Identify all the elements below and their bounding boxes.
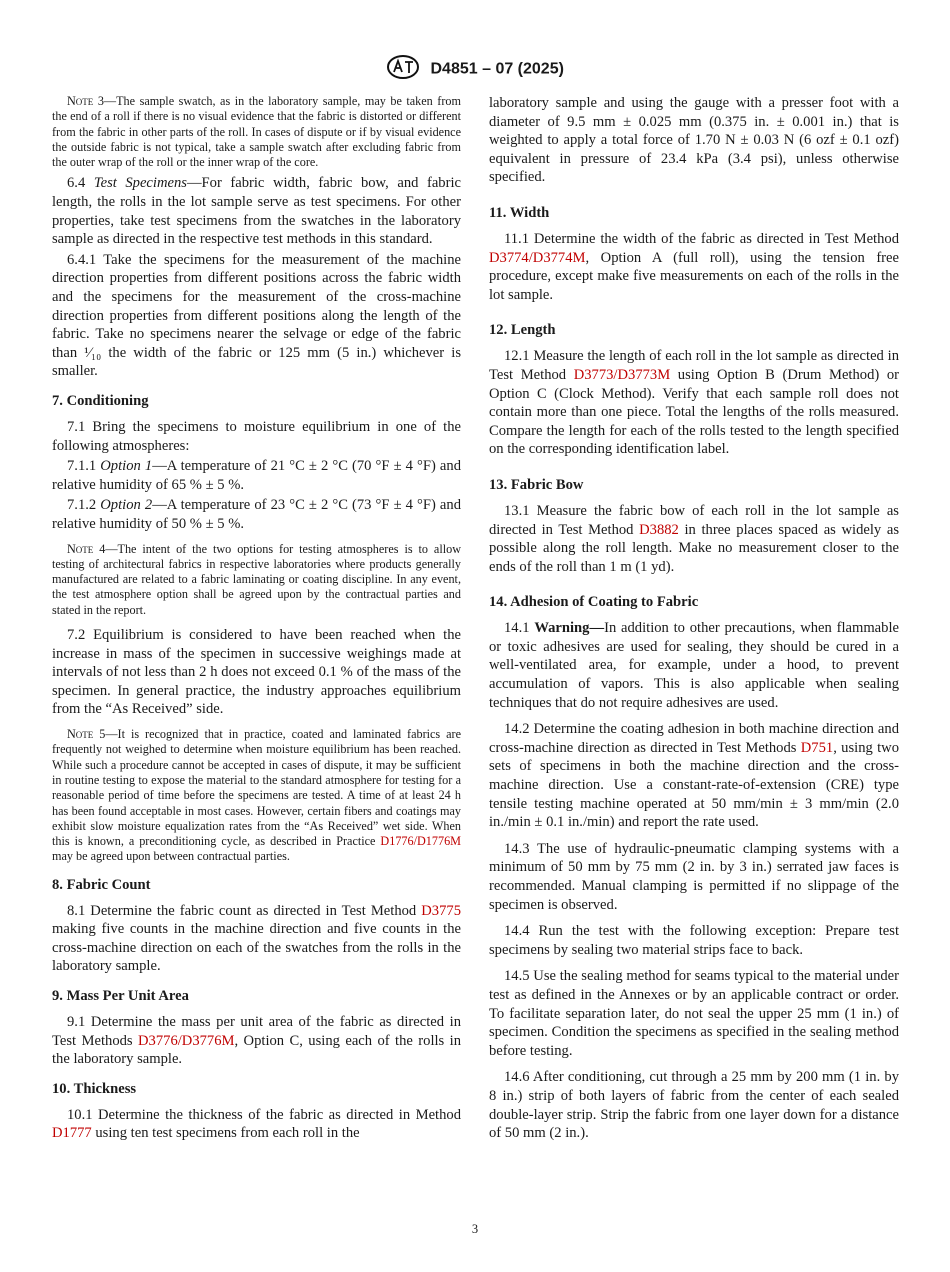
section-6-4-1: 6.4.1 Take the specimens for the measurement of the machine direction properties from different positions across the fabric width and the specimens for the measurement of the cross-machine direction properties from different positions along the length of the fabric. Take no specimens nearer the selvage or edge of the fabric than ¹⁄₁₀ the width of the fabric or 125 mm (5 in.) whichever is smaller.	[52, 251, 461, 380]
page-number: 3	[471, 1222, 479, 1236]
section-14-5: 14.5 Use the sealing method for seams typical to the material under test as defined in the Annexes or by an applicable contract or order. To facilitate separation later, do not seal the upper 25 mm (1 in.) of specimen. Condition the specimens as specified in the sealing method before testing.	[489, 968, 899, 1059]
heading-width: 11. Width	[489, 204, 550, 221]
section-8-1: 8.1 Determine the fabric count as directed in Test Method D3775 making five counts in the machine direction and five counts in the cross-machine direction on each of the swatches from the rolls in the laboratory sample.	[52, 902, 461, 975]
link-d1777[interactable]: D1777	[52, 1125, 92, 1142]
link-d1776[interactable]: D1776/D1776M	[380, 834, 461, 849]
note-5: Note 5—It is recognized that in practice, coated and laminated fabrics are frequently not weighed to determine when moisture equilibrium has been reached. While such a procedure cannot be accepted in cases of dispute, it may be sufficient in routine testing to expose the material to the standard atmosphere for testing for a reasonable period of time before the specimens are tested. A time of at least 24 h has been found acceptable in most cases. However, certain fibers and coatings may exhibit slow moisture equalization rates from the “As Received” wet side. When this is known, a preconditioning cycle, as described in Practice D1776/D1776M may be agreed upon between contractual parties.	[52, 727, 462, 864]
link-d751[interactable]: D751	[800, 739, 834, 756]
section-7-1: 7.1 Bring the specimens to moisture equilibrium in one of the following atmospheres:	[52, 419, 461, 454]
heading-conditioning: 7. Conditioning	[52, 393, 149, 410]
section-7-1-1: 7.1.1 Option 1—A temperature of 21 °C ± 2 °C (70 °F ± 4 °F) and relative humidity of 65 % ± 5 %.	[52, 458, 461, 493]
section-6-4: 6.4 Test Specimens—For fabric width, fabric bow, and fabric length, the rolls in the lot sample serve as test specimens. For other properties, take test specimens from the swatches in the laboratory sample as directed in the respective test methods in this standard.	[52, 175, 461, 248]
section-14-3: 14.3 The use of hydraulic-pneumatic clamping systems with a minimum of 50 mm by 75 mm (2 in. by 3 in.) serrated jaw faces is recommended. Manual clamping is permitted if no slippage of the specimen is observed.	[489, 840, 899, 913]
link-d3774[interactable]: D3774/D3774M	[489, 249, 586, 266]
heading-adhesion: 14. Adhesion of Coating to Fabric	[489, 594, 699, 611]
section-10-1-continued: laboratory sample and using the gauge with a presser foot with a diameter of 9.5 mm ± 0.025 mm (0.375 in. ± 0.001 in.) that is weighted to apply a total force of 1.70 N ± 0.03 N (6 ozf ± 0.1 ozf) equivalent in pressure of 23.4 kPa (3.4 psi), unless otherwise specified.	[489, 95, 899, 186]
link-d3775[interactable]: D3775	[421, 902, 461, 919]
link-d3776[interactable]: D3776/D3776M	[138, 1032, 235, 1049]
section-14-6: 14.6 After conditioning, cut through a 25 mm by 200 mm (1 in. by 8 in.) strip of both layers of fabric from the center of each sealed double-layer strip. Strip the fabric from one layer down for a distance of 50 mm (2 in.).	[489, 1069, 899, 1142]
section-14-1: 14.1 Warning—In addition to other precautions, when flammable or toxic adhesives are used for sealing, they should be cured in a well-ventilated area, for example, under a hood, to prevent accumulation of vapors. This is also applicable when sealing techniques that do not require adhesives are used.	[489, 620, 899, 711]
astm-logo-icon	[386, 54, 420, 85]
section-14-2: 14.2 Determine the coating adhesion in both machine direction and cross-machine direction as directed in Test Methods D751, using two sets of specimens in both the machine direction and the cross-machine direction. Use a constant-rate-of-extension (CRE) type tensile testing machine operated at 50 mm/min ± 3 mm/min (2.0 in./min ± 0.1 in./min) and report the rate used.	[489, 721, 899, 831]
note-4: Note 4—The intent of the two options for testing atmospheres is to allow testing of architectural fabrics in respective laboratories where products generally manufactured are related to a fabric laminating or coating discipline. In any event, the test atmosphere option shall be agreed upon by the contractual parties and stated in the report.	[52, 541, 462, 617]
note-3: Note 3—The sample swatch, as in the laboratory sample, may be taken from the end of a roll if there is no visual evidence that the fabric is distorted or different from the fabric in other parts of the roll. In cases of dispute or if by visual evidence the outside fabric is not typical, take a sample swatch after excluding fabric from the outer wrap of the roll or the inner wrap of the core.	[52, 94, 461, 170]
left-column	[52, 94, 461, 1145]
document-designation: D4851 – 07 (2025)	[430, 60, 564, 78]
heading-fabric-bow: 13. Fabric Bow	[489, 476, 584, 493]
right-column	[489, 94, 899, 1145]
link-d3773[interactable]: D3773/D3773M	[573, 366, 671, 383]
section-7-2: 7.2 Equilibrium is considered to have been reached when the increase in mass of the specimen in successive weighings made at intervals of not less than 2 h does not exceed 0.1 % of the mass of the specimen. In general practice, the industry approaches equilibrium from the “As Received” side.	[52, 627, 461, 718]
heading-mass-per-unit-area: 9. Mass Per Unit Area	[52, 988, 189, 1005]
section-10-1: 10.1 Determine the thickness of the fabric as directed in Method D1777 using ten test specimens from each roll in the	[52, 1106, 461, 1142]
page-header	[0, 54, 950, 85]
section-14-4: 14.4 Run the test with the following exception: Prepare test specimens by sealing two material strips face to back.	[489, 923, 899, 958]
heading-thickness: 10. Thickness	[52, 1080, 137, 1097]
section-11-1: 11.1 Determine the width of the fabric as directed in Test Method D3774/D3774M, Option A (full roll), using the tension free procedure, except make five measurements on each of the rolls in the lot sample.	[489, 230, 899, 303]
section-7-1-2: 7.1.2 Option 2—A temperature of 23 °C ± 2 °C (73 °F ± 4 °F) and relative humidity of 50 % ± 5 %.	[52, 497, 461, 532]
section-13-1: 13.1 Measure the fabric bow of each roll in the lot sample as directed in Test Method D3882 in three places spaced as widely as possible along the roll length. Make no measurement closer to the ends of the roll than 1 m (1 yd).	[489, 502, 899, 575]
link-d3882[interactable]: D3882	[639, 521, 679, 538]
heading-length: 12. Length	[489, 322, 556, 339]
section-12-1: 12.1 Measure the length of each roll in the lot sample as directed in Test Method D3773/D3773M using Option B (Drum Method) or Option C (Clock Method). Verify that each sample roll does not contain more than one piece. Total the lengths of the rolls measured. Compare the length for each of the rolls tested to the length specified on the corresponding identification label.	[489, 348, 899, 458]
heading-fabric-count: 8. Fabric Count	[52, 876, 151, 893]
section-9-1: 9.1 Determine the mass per unit area of the fabric as directed in Test Methods D3776/D3776M, Option C, using each of the rolls in the laboratory sample.	[52, 1014, 461, 1068]
